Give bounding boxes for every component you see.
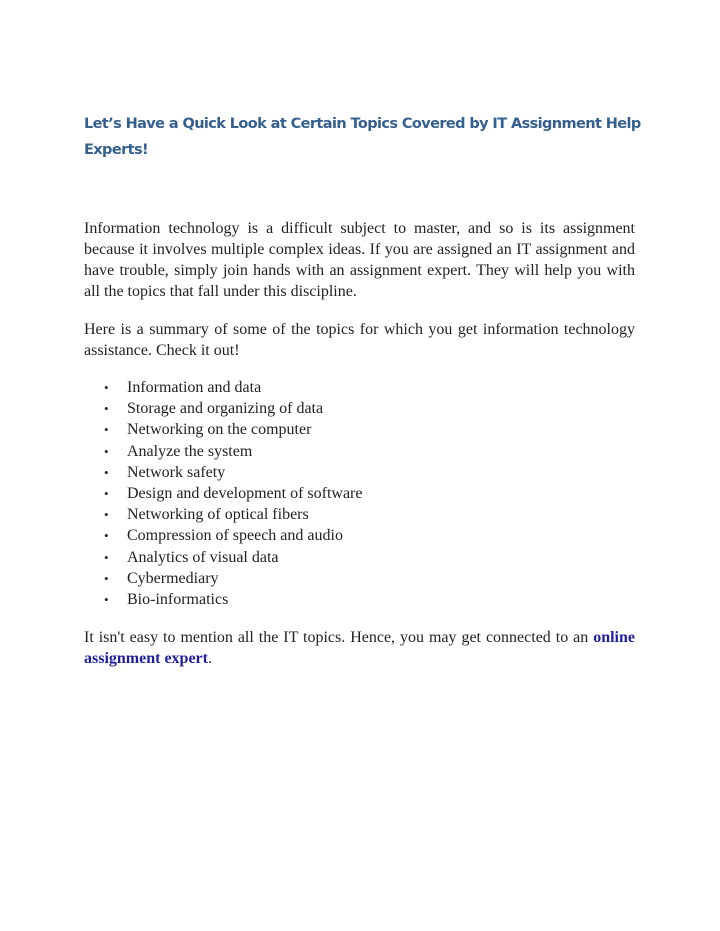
- topic-text: Analyze the system: [127, 442, 253, 460]
- bullet-icon: •: [104, 443, 109, 459]
- topic-item: [84, 483, 635, 504]
- online-assignment-expert-link[interactable]: online assignment expert: [84, 629, 635, 667]
- topic-text: Information and data: [127, 379, 262, 396]
- topic-text: Cybermediary: [127, 569, 219, 587]
- topic-text: Design and development of software: [127, 485, 363, 503]
- bullet-icon: •: [104, 486, 109, 502]
- topic-text: Storage and organizing of data: [127, 400, 324, 418]
- topic-item: [84, 568, 635, 589]
- topic-item: [84, 525, 635, 546]
- topic-item: [84, 398, 635, 419]
- bullet-icon: •: [104, 549, 109, 565]
- topic-text: Analytics of visual data: [127, 548, 279, 566]
- topics-list: [84, 377, 635, 610]
- intro-paragraph: Information technology is a difficult subject to master, and so is its assignment because it involves multiple complex ideas. If you are assigned an IT assignment and have trouble, simply join hands with an assignment expert. They will help you with all the topics that fall under this discipline.: [84, 220, 635, 300]
- bullet-icon: •: [104, 528, 109, 544]
- topic-item: [84, 441, 635, 462]
- document-heading: Let’s Have a Quick Look at Certain Topics Covered by IT Assignment Help Experts!: [84, 116, 641, 158]
- bullet-icon: •: [104, 507, 109, 523]
- topic-text: Network safety: [127, 463, 226, 481]
- bullet-icon: •: [104, 592, 109, 608]
- summary-paragraph: Here is a summary of some of the topics for which you get information technology assistance. Check it out!: [84, 321, 635, 359]
- topic-item: [84, 419, 635, 440]
- topic-text: Bio-informatics: [127, 591, 229, 609]
- closing-period: .: [207, 650, 212, 667]
- topic-item: [84, 462, 635, 483]
- bullet-icon: •: [104, 401, 109, 417]
- topic-item: [84, 504, 635, 525]
- closing-text: It isn't easy to mention all the IT topics. Hence, you may get connected to an: [84, 629, 594, 646]
- topic-text: Compression of speech and audio: [127, 527, 343, 545]
- topic-item: [84, 589, 635, 610]
- closing-paragraph: [84, 627, 635, 669]
- bullet-icon: •: [104, 422, 109, 438]
- topic-item: [84, 377, 635, 398]
- topic-item: [84, 547, 635, 568]
- topic-text: Networking of optical fibers: [127, 506, 309, 524]
- topic-text: Networking on the computer: [127, 421, 312, 439]
- bullet-icon: •: [104, 380, 109, 395]
- bullet-icon: •: [104, 464, 109, 480]
- bullet-icon: •: [104, 570, 109, 586]
